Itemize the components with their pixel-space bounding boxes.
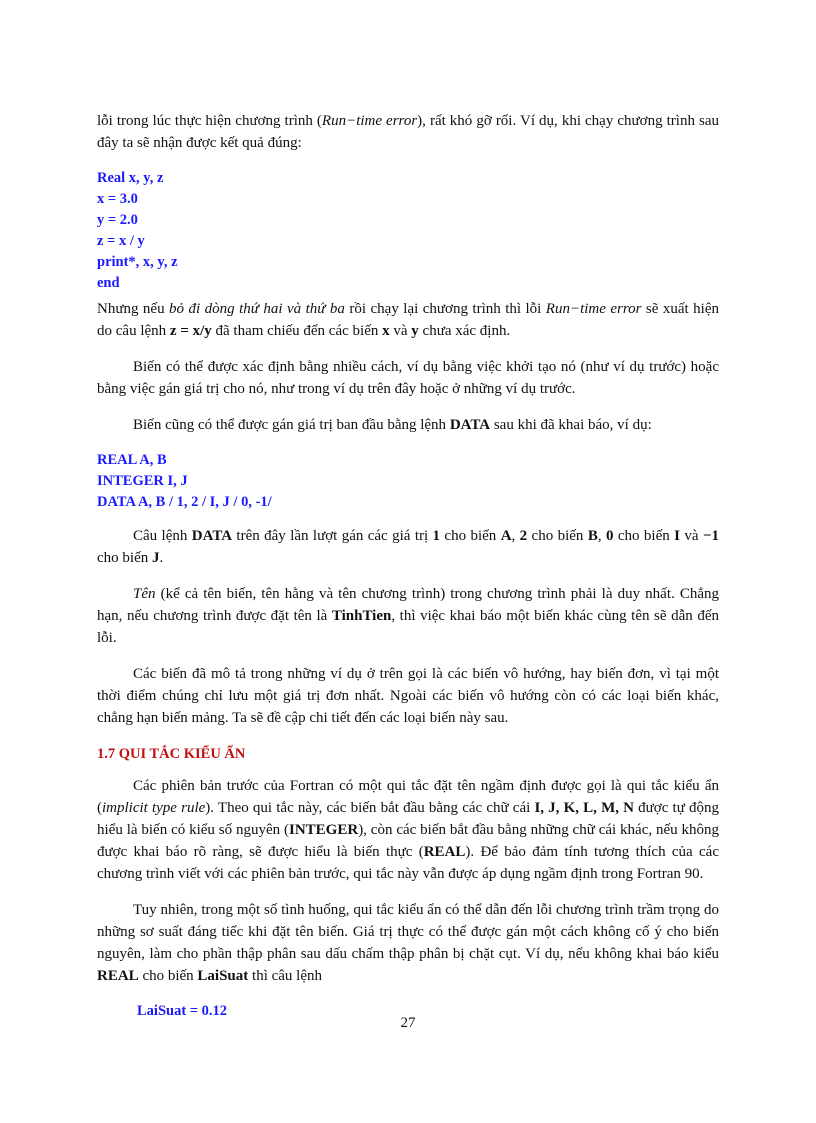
code-line: x = 3.0 <box>97 191 138 207</box>
code-line: DATA A, B / 1, 2 / I, J / 0, -1/ <box>97 494 272 510</box>
paragraph-define-variable: Biến có thể được xác định bằng nhiều cách, ví dụ bằng việc khởi tạo nó (như ví dụ trước) hoặc bằng việc gán giá trị cho nó, như trong ví dụ trên đây hoặc ở những ví dụ trước. <box>97 359 719 397</box>
code-line: Real x, y, z <box>97 170 164 186</box>
paragraph-data-explanation: Câu lệnh DATA trên đây lần lượt gán các giá trị 1 cho biến A, 2 cho biến B, 0 cho biến I và −1 cho biến J. <box>97 528 719 566</box>
code-line: INTEGER I, J <box>97 473 188 489</box>
code-block-2 <box>97 450 719 513</box>
code-line: end <box>97 275 120 291</box>
paragraph-runtime-error: lỗi trong lúc thực hiện chương trình (Run−time error), rất khó gỡ rối. Ví dụ, khi chạy chương trình sau đây ta sẽ nhận được kết quả đúng: <box>97 113 719 151</box>
code-line: y = 2.0 <box>97 212 138 228</box>
paragraph-unique-names: Tên (kể cả tên biến, tên hằng và tên chương trình) trong chương trình phải là duy nhất. Chẳng hạn, nếu chương trình được đặt tên là TinhTien, thì việc khai báo một biến khác cùng tên sẽ dẫn đến lỗi. <box>97 586 719 646</box>
paragraph-scalar-variables: Các biến đã mô tả trong những ví dụ ở trên gọi là các biến vô hướng, hay biến đơn, vì tại một thời điểm chúng chỉ lưu một giá trị đơn nhất. Ngoài các biến vô hướng còn có các loại biến khác, chẳng hạn biến mảng. Ta sẽ đề cập chi tiết đến các loại biến này sau. <box>97 666 719 726</box>
page-content <box>97 110 719 1022</box>
section-heading: 1.7 QUI TẮC KIỂU ẨN <box>97 746 246 762</box>
paragraph-implicit-rule: Các phiên bản trước của Fortran có một qui tắc đặt tên ngầm định được gọi là qui tắc kiểu ẩn (implicit type rule). Theo qui tắc này, các biến bắt đầu bằng các chữ cái I, J, K, L, M, N được tự động hiểu là biến có kiểu số nguyên (INTEGER), còn các biến bắt đầu bằng những chữ cái khác, nếu không được khai báo rõ ràng, sẽ được hiểu là biến thực (REAL). Để bảo đảm tính tương thích của các chương trình viết với các phiên bản trước, qui tắc này vẫn được áp dụng ngầm định trong Fortran 90. <box>97 778 720 882</box>
code-block-1 <box>97 168 719 294</box>
paragraph-implicit-danger: Tuy nhiên, trong một số tình huống, qui tắc kiểu ẩn có thể dẫn đến lỗi chương trình trầm trọng do những sơ suất đáng tiếc khi đặt tên biến. Giá trị thực có thể được gán một cách không cố ý cho biến nguyên, làm cho phần thập phân sau dấu chấm thập phân bị chặt cụt. Ví dụ, nếu không khai báo kiểu REAL cho biến LaiSuat thì câu lệnh <box>97 902 719 984</box>
code-line: print*, x, y, z <box>97 254 178 270</box>
code-line: z = x / y <box>97 233 145 249</box>
page-number: 27 <box>400 1015 416 1031</box>
code-line: REAL A, B <box>97 452 167 468</box>
paragraph-data-statement: Biến cũng có thể được gán giá trị ban đầu bằng lệnh DATA sau khi đã khai báo, ví dụ: <box>133 417 652 433</box>
code-line-laisuat: LaiSuat = 0.12 <box>137 1003 228 1019</box>
paragraph-remove-lines: Nhưng nếu bỏ đi dòng thứ hai và thứ ba rồi chạy lại chương trình thì lỗi Run−time error sẽ xuất hiện do câu lệnh z = x/y đã tham chiếu đến các biến x và y chưa xác định. <box>97 301 719 339</box>
